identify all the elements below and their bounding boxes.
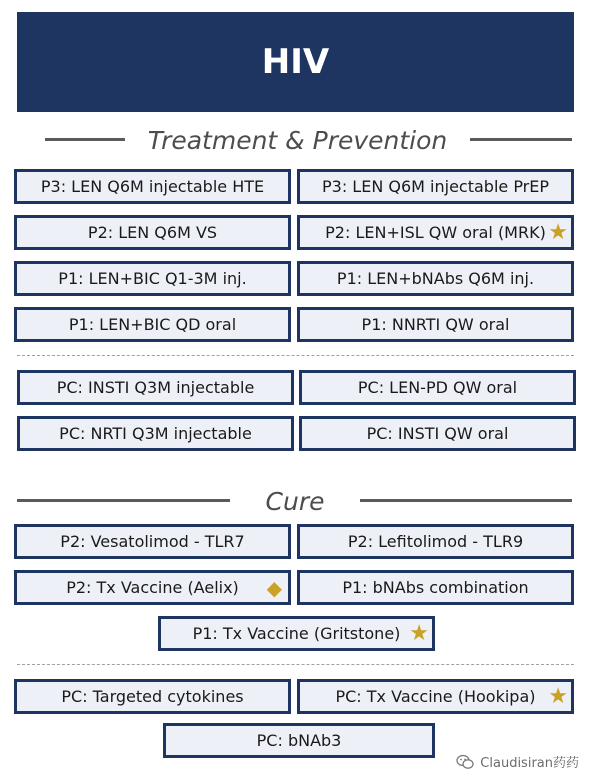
section-rule-left	[45, 138, 125, 141]
pipeline-card: P2: Tx Vaccine (Aelix) ◆	[14, 570, 291, 605]
pipeline-card: P1: NNRTI QW oral	[297, 307, 574, 342]
pipeline-card: P1: LEN+bNAbs Q6M inj.	[297, 261, 574, 296]
section-rule-right	[470, 138, 572, 141]
wechat-icon	[456, 754, 474, 770]
pipeline-card: PC: bNAb3	[163, 723, 435, 758]
star-icon: ★	[548, 683, 568, 709]
diamond-icon: ◆	[266, 575, 282, 600]
pipeline-card: PC: INSTI QW oral	[299, 416, 576, 451]
pipeline-card: P3: LEN Q6M injectable PrEP	[297, 169, 574, 204]
section-title-cure: Cure	[265, 486, 325, 516]
watermark	[456, 752, 579, 771]
pipeline-card: PC: LEN-PD QW oral	[299, 370, 576, 405]
watermark-text: Claudisiran药药	[480, 756, 579, 771]
pipeline-card: PC: INSTI Q3M injectable	[17, 370, 294, 405]
section-title-treatment: Treatment & Prevention	[147, 125, 448, 155]
pipeline-card: P3: LEN Q6M injectable HTE	[14, 169, 291, 204]
star-icon: ★	[548, 219, 568, 245]
page-title: HIV	[17, 12, 574, 112]
section-rule-left	[17, 499, 230, 502]
pipeline-card: P2: Vesatolimod - TLR7	[14, 524, 291, 559]
stage-divider	[17, 664, 574, 665]
pipeline-card: P1: LEN+BIC QD oral	[14, 307, 291, 342]
pipeline-card: PC: Tx Vaccine (Hookipa) ★	[297, 679, 574, 714]
pipeline-card: P2: LEN Q6M VS	[14, 215, 291, 250]
pipeline-card: P2: LEN+ISL QW oral (MRK) ★	[297, 215, 574, 250]
section-rule-right	[360, 499, 572, 502]
pipeline-card: P2: Lefitolimod - TLR9	[297, 524, 574, 559]
stage-divider	[17, 355, 574, 356]
pipeline-card: P1: bNAbs combination	[297, 570, 574, 605]
pipeline-card: P1: Tx Vaccine (Gritstone) ★	[158, 616, 435, 651]
star-icon: ★	[409, 620, 429, 646]
pipeline-card: PC: NRTI Q3M injectable	[17, 416, 294, 451]
pipeline-card: PC: Targeted cytokines	[14, 679, 291, 714]
pipeline-card: P1: LEN+BIC Q1-3M inj.	[14, 261, 291, 296]
